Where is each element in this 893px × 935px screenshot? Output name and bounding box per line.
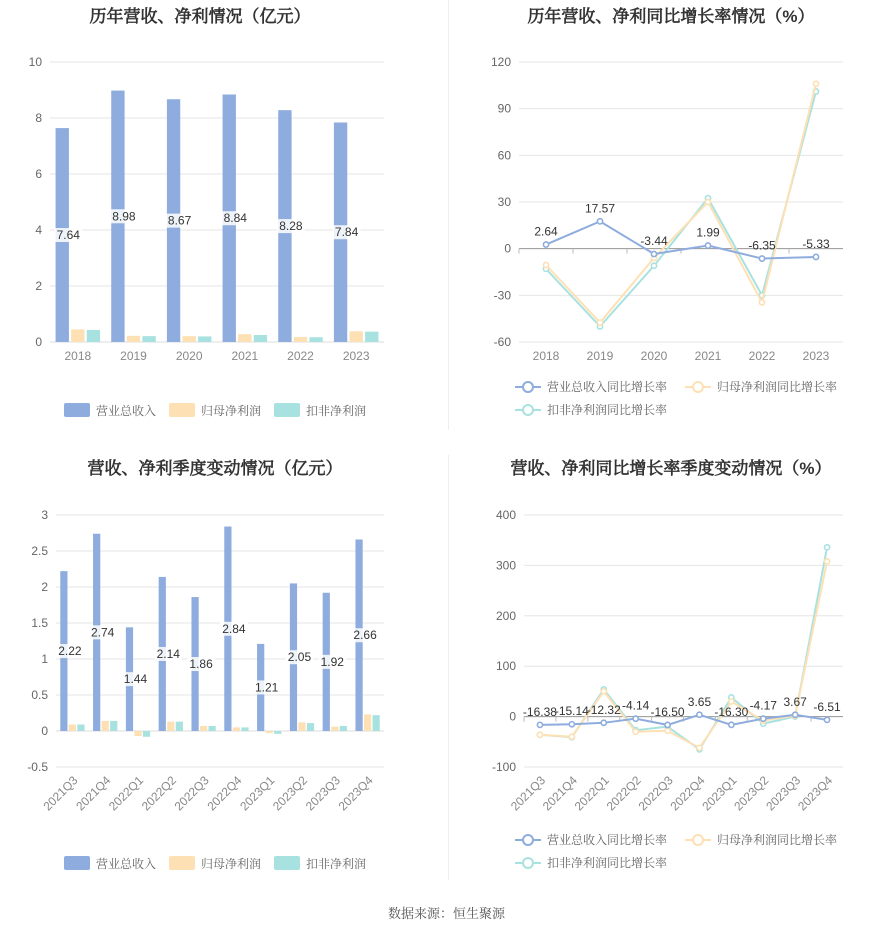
data-label: 2.74 — [90, 625, 115, 640]
y-tick-label: 400 — [495, 508, 516, 522]
y-tick-label: 0 — [41, 724, 48, 738]
series-point-1 — [543, 262, 548, 267]
bar-net-profit — [294, 337, 307, 342]
bar-deducted-profit — [87, 330, 100, 342]
x-tick-label: 2020 — [175, 349, 203, 363]
bar-deducted-profit — [143, 731, 150, 737]
series-point-0 — [543, 242, 548, 247]
y-tick-label: 90 — [497, 101, 511, 116]
x-tick-label: 2021 — [694, 349, 722, 363]
legend-marker — [693, 382, 703, 392]
legend-marker — [523, 405, 533, 415]
y-tick-label: 0 — [509, 709, 516, 724]
legend-swatch — [274, 403, 300, 417]
series-point-0 — [633, 716, 638, 721]
data-label: 1.21 — [254, 680, 279, 695]
data-label: -4.14 — [621, 698, 650, 713]
data-label: -15.14 — [554, 704, 589, 719]
bar-deducted-profit — [340, 726, 347, 731]
y-tick-label: 0 — [35, 335, 42, 349]
legend-swatch — [64, 856, 90, 870]
data-label: 8.84 — [223, 211, 247, 226]
x-tick-label: 2022 — [287, 349, 314, 363]
data-label: -16.50 — [650, 704, 685, 719]
legend-swatch — [64, 403, 90, 417]
data-label: -6.51 — [813, 699, 841, 714]
data-label: 3.67 — [783, 694, 807, 709]
chart-title: 营收、净利同比增长率季度变动情况（%） — [510, 459, 832, 478]
series-point-1 — [633, 729, 638, 734]
series-point-1 — [705, 199, 710, 204]
series-point-1 — [729, 699, 734, 704]
data-label: -5.33 — [802, 236, 830, 251]
bar-net-profit — [134, 731, 141, 736]
series-point-0 — [793, 712, 798, 717]
data-label: 8.28 — [279, 219, 303, 234]
legend-label: 扣非净利润同比增长率 — [547, 856, 668, 870]
x-tick-label: 2023 — [802, 349, 830, 363]
bar-net-profit — [127, 336, 140, 342]
x-tick-label: 2018 — [64, 349, 92, 363]
data-label: 2.22 — [58, 644, 82, 659]
data-label: 2.66 — [353, 628, 377, 643]
series-point-1 — [813, 81, 818, 86]
x-tick-label: 2023Q2 — [731, 773, 772, 814]
data-label: -16.38 — [522, 704, 557, 719]
data-label: -4.17 — [749, 698, 777, 713]
series-point-0 — [665, 722, 670, 727]
x-tick-label: 2022Q3 — [171, 773, 212, 814]
legend-marker — [693, 835, 703, 845]
y-tick-label: -30 — [493, 288, 511, 303]
y-tick-label: -60 — [493, 335, 511, 349]
data-label: 2.05 — [287, 650, 312, 665]
series-point-0 — [761, 716, 766, 721]
bar-net-profit — [167, 722, 174, 731]
y-tick-label: 0.5 — [31, 688, 48, 702]
data-label: 1.44 — [123, 672, 148, 687]
y-tick-label: 2 — [35, 279, 42, 293]
bar-deducted-profit — [365, 332, 378, 342]
chart-canvas — [0, 452, 448, 892]
series-point-0 — [824, 717, 829, 722]
series-point-1 — [597, 320, 602, 325]
x-tick-label: 2023Q3 — [302, 773, 343, 814]
data-label: 1.92 — [320, 654, 344, 669]
series-point-2 — [651, 263, 656, 268]
bar-deducted-profit — [309, 337, 322, 342]
series-point-0 — [697, 712, 702, 717]
series-point-1 — [601, 689, 606, 694]
series-point-1 — [697, 745, 702, 750]
x-tick-label: 2023Q4 — [795, 773, 836, 814]
legend-label: 营业总收入 — [96, 857, 157, 871]
y-tick-label: 2.5 — [31, 544, 48, 558]
legend-label: 扣非净利润同比增长率 — [547, 403, 668, 417]
data-label: 7.64 — [56, 228, 80, 243]
y-tick-label: 10 — [28, 55, 42, 69]
bar-deducted-profit — [142, 336, 155, 342]
data-label: 8.98 — [112, 209, 136, 224]
y-tick-label: 1 — [41, 652, 48, 666]
y-tick-label: -100 — [491, 760, 516, 774]
series-point-1 — [537, 732, 542, 737]
series-point-2 — [824, 545, 829, 550]
bar-net-profit — [71, 329, 84, 342]
series-point-0 — [601, 720, 606, 725]
legend-swatch — [169, 856, 195, 870]
legend-swatch — [274, 856, 300, 870]
bar-deducted-profit — [373, 715, 380, 731]
series-point-1 — [665, 728, 670, 733]
y-tick-label: 300 — [495, 558, 516, 573]
x-tick-label: 2021Q4 — [539, 773, 580, 814]
bar-net-profit — [200, 726, 207, 731]
series-point-0 — [537, 722, 542, 727]
data-source-note: 数据来源：恒生聚源 — [387, 906, 505, 921]
bar-deducted-profit — [77, 725, 84, 731]
legend-label: 营业总收入 — [96, 404, 157, 418]
x-tick-label: 2023Q1 — [699, 773, 740, 814]
legend-label: 营业总收入同比增长率 — [547, 380, 668, 394]
y-tick-label: 6 — [35, 167, 42, 181]
y-tick-label: 30 — [497, 195, 511, 209]
series-point-1 — [759, 300, 764, 305]
legend-marker — [523, 382, 533, 392]
data-label: 1.86 — [189, 657, 213, 672]
series-point-0 — [705, 243, 710, 248]
x-tick-label: 2018 — [532, 349, 560, 363]
data-label: 7.84 — [334, 225, 359, 240]
data-label: -6.35 — [748, 238, 776, 253]
series-point-0 — [569, 722, 574, 727]
bar-net-profit — [238, 334, 251, 342]
bar-deducted-profit — [274, 731, 281, 734]
x-tick-label: 2022Q4 — [204, 773, 245, 814]
legend-marker — [523, 858, 533, 868]
x-tick-label: 2023Q4 — [335, 773, 376, 814]
bar-net-profit — [233, 727, 240, 731]
bar-net-profit — [331, 727, 338, 731]
series-point-0 — [813, 254, 818, 259]
bar-deducted-profit — [176, 722, 183, 731]
x-tick-label: 2022 — [748, 349, 776, 363]
chart-title: 营收、净利季度变动情况（亿元） — [87, 459, 343, 478]
legend-marker — [523, 835, 533, 845]
chart-canvas — [449, 452, 893, 892]
data-label: 8.67 — [167, 213, 192, 228]
data-label: 17.57 — [584, 201, 616, 216]
legend-label: 扣非净利润 — [306, 404, 367, 418]
bar-net-profit — [266, 731, 273, 733]
x-tick-label: 2022Q2 — [138, 773, 179, 814]
data-label: 2.84 — [222, 621, 246, 636]
quarterly-revenue-profit-chart — [0, 452, 448, 892]
series-point-1 — [824, 559, 829, 564]
series-point-0 — [597, 219, 602, 224]
quarterly-growth-rate-chart — [449, 452, 893, 892]
legend-label: 扣非净利润 — [306, 857, 367, 871]
x-tick-label: 2020 — [640, 349, 668, 363]
legend-label: 归母净利润同比增长率 — [717, 833, 838, 847]
data-label: -16.30 — [714, 704, 749, 719]
data-label: 2.14 — [156, 646, 180, 661]
data-label: -12.32 — [586, 702, 621, 717]
x-tick-label: 2019 — [120, 349, 147, 363]
legend-label: 归母净利润 — [201, 857, 262, 871]
y-tick-label: 3 — [41, 508, 48, 522]
y-tick-label: 2 — [41, 580, 48, 594]
annual-growth-rate-chart — [449, 0, 893, 430]
data-label: -3.44 — [640, 234, 668, 249]
legend-label: 营业总收入同比增长率 — [547, 833, 668, 847]
chart-title: 历年营收、净利情况（亿元） — [89, 7, 311, 26]
x-tick-label: 2023Q3 — [763, 773, 804, 814]
x-tick-label: 2022Q1 — [571, 773, 612, 814]
y-tick-label: 120 — [490, 55, 511, 69]
series-point-1 — [569, 734, 574, 739]
data-label: 1.99 — [696, 225, 720, 240]
x-tick-label: 2023 — [342, 349, 370, 363]
y-tick-label: 8 — [35, 111, 42, 125]
annual-revenue-profit-chart — [0, 0, 448, 430]
x-tick-label: 2021Q4 — [73, 773, 114, 814]
bar-deducted-profit — [241, 727, 248, 731]
series-point-0 — [759, 256, 764, 261]
y-tick-label: 200 — [495, 608, 516, 623]
legend-label: 归母净利润 — [201, 404, 262, 418]
x-tick-label: 2023Q1 — [237, 773, 278, 814]
bar-net-profit — [298, 722, 305, 731]
x-tick-label: 2021 — [231, 349, 259, 363]
bar-deducted-profit — [307, 723, 314, 731]
legend-swatch — [169, 403, 195, 417]
x-tick-label: 2023Q2 — [270, 773, 311, 814]
chart-title: 历年营收、净利同比增长率情况（%） — [527, 7, 815, 26]
bar-deducted-profit — [209, 726, 216, 731]
bar-net-profit — [102, 721, 109, 731]
y-tick-label: 100 — [495, 659, 516, 674]
x-tick-label: 2021Q3 — [507, 773, 549, 814]
data-label: 2.64 — [534, 224, 558, 239]
bar-net-profit — [182, 336, 195, 342]
y-tick-label: 60 — [497, 148, 511, 163]
x-tick-label: 2022Q4 — [667, 773, 708, 814]
x-tick-label: 2022Q2 — [603, 773, 644, 814]
y-tick-label: 0 — [504, 241, 511, 256]
bar-deducted-profit — [198, 336, 211, 342]
x-tick-label: 2019 — [586, 349, 614, 363]
chart-canvas — [449, 0, 893, 430]
chart-canvas — [0, 0, 448, 430]
bar-deducted-profit — [110, 721, 117, 731]
series-point-0 — [729, 722, 734, 727]
legend-label: 归母净利润同比增长率 — [717, 380, 838, 394]
x-tick-label: 2021Q3 — [40, 773, 81, 814]
data-label: 3.65 — [687, 694, 712, 709]
y-tick-label: -0.5 — [27, 760, 48, 774]
x-tick-label: 2022Q1 — [106, 773, 147, 814]
y-tick-label: 1.5 — [31, 616, 48, 630]
y-tick-label: 4 — [35, 223, 42, 237]
x-tick-label: 2022Q3 — [635, 773, 676, 814]
bar-deducted-profit — [254, 335, 267, 342]
bar-net-profit — [69, 725, 76, 731]
bar-net-profit — [349, 331, 362, 342]
bar-net-profit — [364, 714, 371, 731]
series-point-0 — [651, 251, 656, 256]
